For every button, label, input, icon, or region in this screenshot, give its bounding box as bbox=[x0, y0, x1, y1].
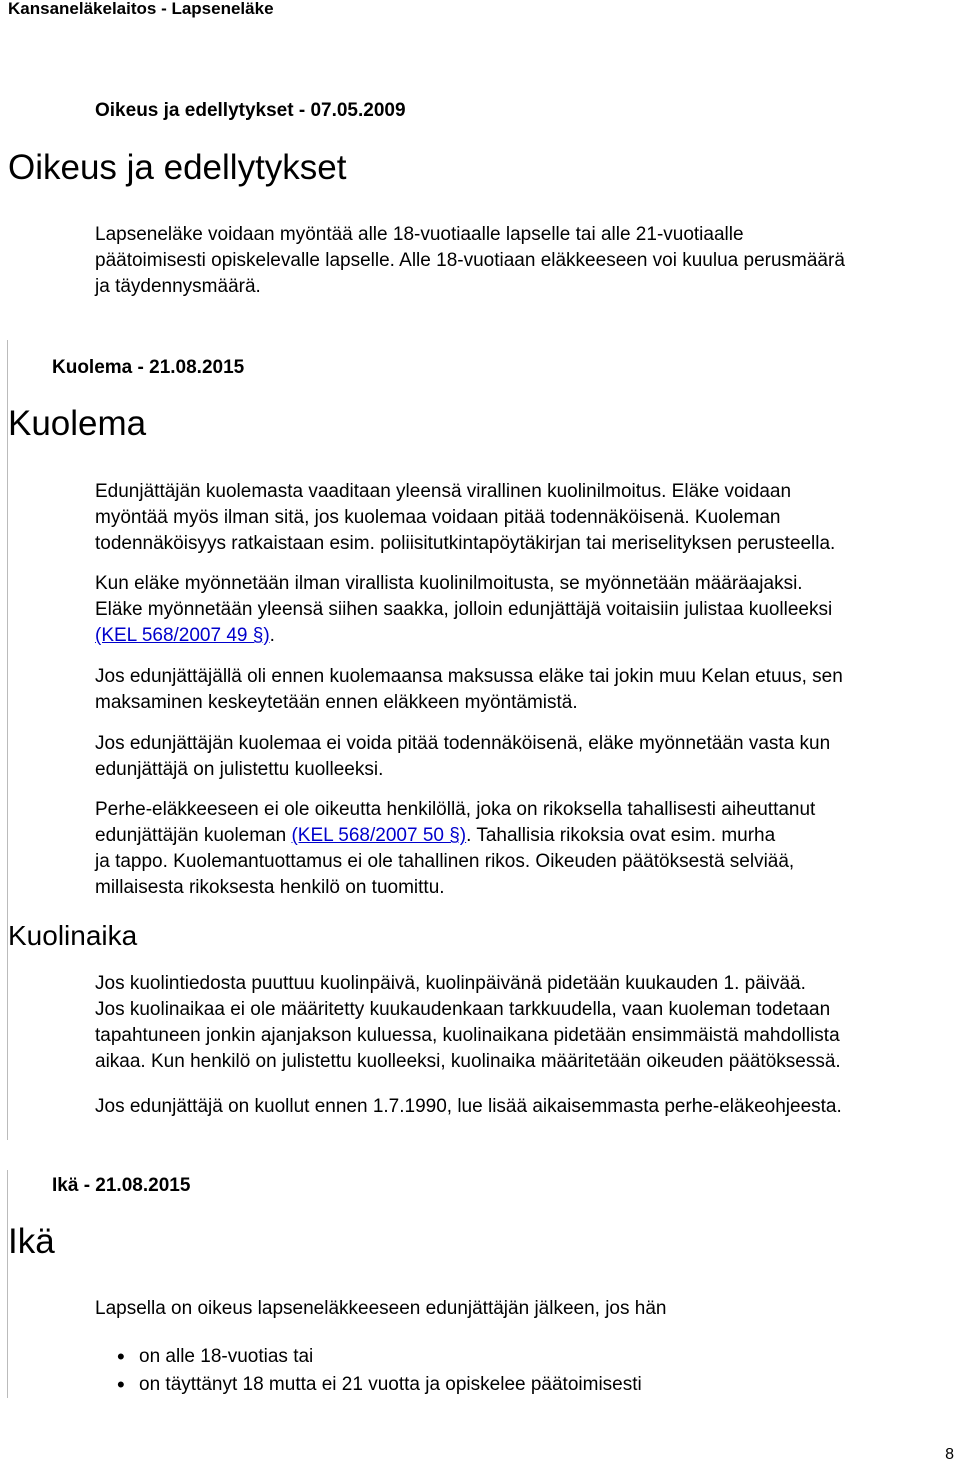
paragraph-line: Eläke myönnetään yleensä siihen saakka, jolloin edunjättäjä voitaisiin julistaa kuolleeksi bbox=[95, 599, 833, 620]
paragraph-line: ja tappo. Kuolemantuottamus ei ole tahallinen rikos. Oikeuden päätöksestä selviää, bbox=[95, 851, 795, 872]
paragraph bbox=[95, 971, 955, 1075]
paragraph-line: Jos edunjättäjän kuolemaa ei voida pitää todennäköisenä, eläke myönnetään vasta kun bbox=[95, 733, 831, 754]
paragraph bbox=[95, 664, 955, 716]
paragraph-line: Jos edunjättäjällä oli ennen kuolemaansa maksussa eläke tai jokin muu Kelan etuus, sen bbox=[95, 666, 843, 687]
section-title: Ikä bbox=[8, 1222, 55, 1261]
paragraph-line: Perhe-eläkkeeseen ei ole oikeutta henkilöllä, joka on rikoksella tahallisesti aiheuttanut bbox=[95, 799, 816, 820]
paragraph bbox=[95, 731, 955, 783]
page-number: 8 bbox=[945, 1446, 954, 1463]
paragraph-line: ja täydennysmäärä. bbox=[95, 276, 261, 297]
law-reference-link[interactable]: (KEL 568/2007 49 §) bbox=[95, 625, 270, 646]
paragraph bbox=[95, 571, 955, 649]
section-date-line: Oikeus ja edellytykset - 07.05.2009 bbox=[95, 100, 406, 121]
text-span: . Tahallisia rikoksia ovat esim. murha bbox=[466, 825, 776, 846]
paragraph-line bbox=[95, 623, 955, 649]
section-title: Kuolema bbox=[8, 404, 147, 443]
paragraph-line: tapahtuneen jonkin ajanjakson kuluessa, kuolinaikana pidetään ensimmäistä mahdollista bbox=[95, 1025, 840, 1046]
text-span: edunjättäjän kuoleman bbox=[95, 825, 292, 846]
paragraph: Lapsella on oikeus lapseneläkkeeseen edunjättäjän jälkeen, jos hän bbox=[95, 1298, 667, 1319]
section-border-line bbox=[7, 340, 8, 1140]
paragraph: Jos edunjättäjä on kuollut ennen 1.7.1990, lue lisää aikaisemmasta perhe-eläkeohjeesta. bbox=[95, 1096, 842, 1117]
section-date-line: Kuolema - 21.08.2015 bbox=[52, 357, 245, 378]
list-item: • on alle 18-vuotias tai bbox=[117, 1343, 937, 1371]
paragraph-line: edunjättäjä on julistettu kuolleeksi. bbox=[95, 759, 384, 780]
paragraph-line: millaisesta rikoksesta henkilö on tuomittu. bbox=[95, 877, 445, 898]
bullet-list bbox=[117, 1343, 937, 1399]
paragraph-line: todennäköisyys ratkaistaan esim. poliisitutkintapöytäkirjan tai meriselityksen perusteella. bbox=[95, 533, 836, 554]
page-header: Kansaneläkelaitos - Lapseneläke bbox=[8, 0, 274, 18]
paragraph-line: Jos kuolintiedosta puuttuu kuolinpäivä, kuolinpäivänä pidetään kuukauden 1. päivää. bbox=[95, 973, 806, 994]
section-paragraph bbox=[95, 222, 955, 300]
paragraph-line: aikaa. Kun henkilö on julistettu kuolleeksi, kuolinaika määritetään oikeuden päätöksessä. bbox=[95, 1051, 841, 1072]
paragraph-line bbox=[95, 823, 955, 849]
paragraph-line: myöntää myös ilman sitä, jos kuolemaa voidaan pitää todennäköisenä. Kuoleman bbox=[95, 507, 781, 528]
section-border-line bbox=[7, 1170, 8, 1398]
law-reference-link[interactable]: (KEL 568/2007 50 §) bbox=[291, 825, 467, 846]
paragraph-line: Lapseneläke voidaan myöntää alle 18-vuotiaalle lapselle tai alle 21-vuotiaalle bbox=[95, 224, 744, 245]
section-title: Oikeus ja edellytykset bbox=[8, 148, 347, 187]
paragraph-line: Jos kuolinaikaa ei ole määritetty kuukaudenkaan tarkkuudella, vaan kuoleman todetaan bbox=[95, 999, 831, 1020]
link-suffix: . bbox=[269, 625, 275, 646]
paragraph bbox=[95, 479, 955, 557]
subsection-title: Kuolinaika bbox=[8, 920, 138, 951]
section-date-line: Ikä - 21.08.2015 bbox=[52, 1175, 191, 1196]
paragraph bbox=[95, 797, 955, 901]
paragraph-line: Edunjättäjän kuolemasta vaaditaan yleensä virallinen kuolinilmoitus. Eläke voidaan bbox=[95, 481, 792, 502]
paragraph-line: Kun eläke myönnetään ilman virallista kuolinilmoitusta, se myönnetään määräajaksi. bbox=[95, 573, 803, 594]
paragraph-line: päätoimisesti opiskelevalle lapselle. Alle 18-vuotiaan eläkkeeseen voi kuulua perusmäärä bbox=[95, 250, 845, 271]
paragraph-line: maksaminen keskeytetään ennen eläkkeen myöntämistä. bbox=[95, 692, 578, 713]
list-item: • on täyttänyt 18 mutta ei 21 vuotta ja opiskelee päätoimisesti bbox=[117, 1371, 937, 1399]
